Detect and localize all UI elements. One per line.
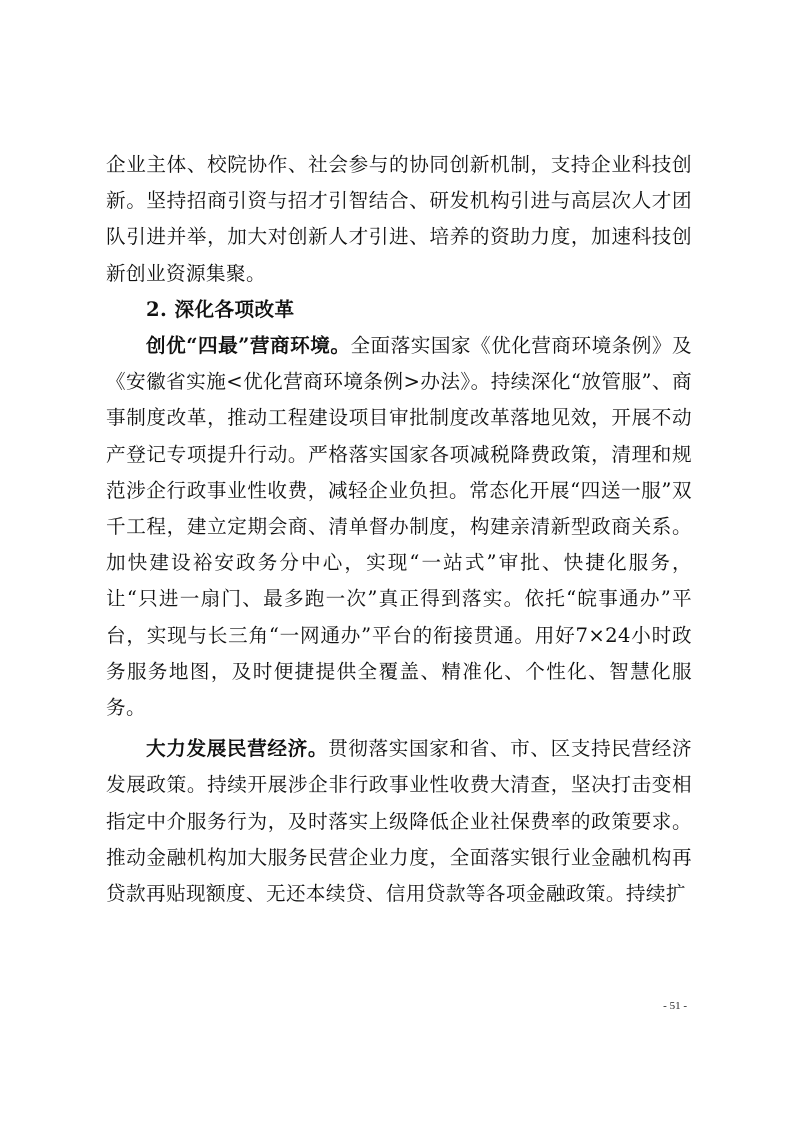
paragraph-business-environment [106, 328, 692, 726]
paragraph-text-private-economy: 贯彻落实国家和省、市、区支持民营经济发展政策。持续开展涉企非行政事业性收费大清查，坚决打击变相指定中介服务行为，及时落实上级降低企业社保费率的政策要求。推动金融机构加大服务民营企业力度，全面落实银行业金融机构再贷款再贴现额度、无还本续贷、信用贷款等各项金融政策。持续扩 [106, 737, 692, 906]
paragraph-innovation-continued: 企业主体、校院协作、社会参与的协同创新机制，支持企业科技创新。坚持招商引资与招才引智结合、研发机构引进与高层次人才团队引进并举，加大对创新人才引进、培养的资助力度，加速科技创新创业资源集聚。 [106, 153, 692, 285]
document-body [106, 147, 692, 912]
section-heading-reform: 2. 深化各项改革 [146, 297, 295, 321]
paragraph-lead-private-economy: 大力发展民营经济。 [146, 737, 329, 761]
page-number: - 51 - [663, 1000, 687, 1012]
paragraph-lead-business-environment: 创优“四最”营商环境。 [146, 334, 351, 358]
paragraph-text-business-environment: 全面落实国家《优化营商环境条例》及《安徽省实施<优化营商环境条例>办法》。持续深化“放管服”、商事制度改革，推动工程建设项目审批制度改革落地见效，开展不动产登记专项提升行动。严格落实国家各项减税降费政策，清理和规范涉企行政事业性收费，减轻企业负担。常态化开展“四送一服”双千工程，建立定期会商、清单督办制度，构建亲清新型政商关系。加快建设裕安政务分中心，实现“一站式”审批、快捷化服务，让“只进一扇门、最多跑一次”真正得到落实。依托“皖事通办”平台，实现与长三角“一网通办”平台的衔接贯通。用好7×24小时政务服务地图，及时便捷提供全覆盖、精准化、个性化、智慧化服务。 [106, 334, 692, 720]
paragraph-private-economy [106, 731, 692, 912]
